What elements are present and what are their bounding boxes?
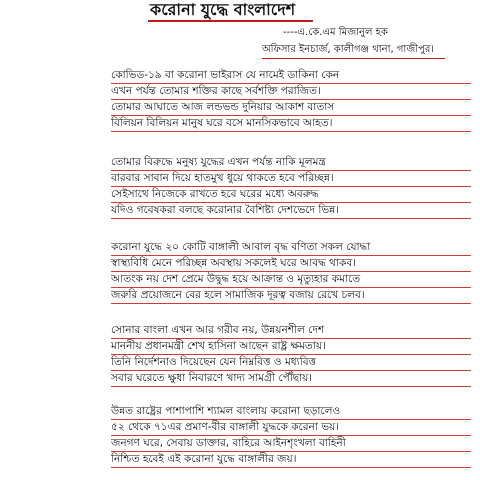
poem-line: স্বাস্থ্যবিধি মেনে পরিচ্ছন্ন অবস্থায় সকলেই ঘরে আবদ্ধ থাকব। bbox=[111, 256, 471, 272]
title-underline bbox=[148, 20, 313, 22]
stanza-3 bbox=[111, 240, 471, 304]
stanza-4 bbox=[111, 323, 471, 387]
poem-line: কোভিড-১৯ বা করোনা ভাইরাস যে নামেই ডাকিনা কেন bbox=[111, 68, 471, 84]
poem-line: মাননীয় প্রধানমন্ত্রী শেখ হাসিনা আছেন রাষ্ট্র ক্ষমতায়। bbox=[111, 339, 471, 355]
poem-line: সবার ঘরেতে ক্ষুধা নিবারণে খাদ্য সামগ্রী পৌঁছায়। bbox=[111, 371, 471, 387]
poem-line: বারবার সাবান দিয়ে হাতমুখ ধুয়ে থাকতে হবে পরিচ্ছন্ন। bbox=[111, 171, 471, 187]
poem-line: করোনা যুদ্ধে ২০ কোটি বাঙ্গালী আবাল বৃদ্ধ বণিতা সকল যোদ্ধা bbox=[111, 240, 471, 256]
designation-underline bbox=[262, 58, 445, 59]
stanza-2 bbox=[111, 155, 471, 219]
author-designation: অফিসার ইনচার্জ, কালীগঞ্জ থানা, গাজীপুর। bbox=[262, 44, 434, 55]
poem-line: যদিও গবেষকরা বলছে করোনার বৈশিষ্ট্য দেশভেদে ভিন্ন। bbox=[111, 203, 471, 219]
stanza-1 bbox=[111, 68, 471, 132]
poem-line: উন্নত রাষ্ট্রের পাশাপাশি শ্যামল বাংলায় করোনা ছড়ালেও bbox=[111, 404, 471, 420]
stanza-5 bbox=[111, 404, 471, 468]
poem-line: জরুরি প্রয়োজনে বের হলে সামাজিক দূরত্ব বজায় রেখে চলব। bbox=[111, 288, 471, 304]
document-title: করোনা যুদ্ধে বাংলাদেশ bbox=[150, 0, 296, 19]
poem-line: বিলিয়ন বিলিয়ন মানুষ ঘরে বসে মানসিকভাবে আহত। bbox=[111, 116, 471, 132]
poem-line: জনগণ ঘরে, সেবায় ডাক্তার, বাহিরে আইনশৃংখলা বাহিনী bbox=[111, 436, 471, 452]
poem-line: আতংক নয় দেশ প্রেমে উদ্বুদ্ধ হয়ে আক্রান্ত ও মৃত্যুহার কমাতে bbox=[111, 272, 471, 288]
author-line: ----এ.কে.এম মিজানুল হক bbox=[283, 27, 388, 38]
poem-line: এখন পর্যন্ত তোমার শক্তির কাছে সর্বশক্তি পরাজিত। bbox=[111, 84, 471, 100]
poem-line: তিনি নির্দেশনাও দিয়েছেন যেন নিম্নবিত্ত ও মধ্যবিত্ত bbox=[111, 355, 471, 371]
poem-line: তোমার বিরুদ্ধে মনুষ্য যুদ্ধের এখন পর্যন্ত নাকি মূলমন্ত্র bbox=[111, 155, 471, 171]
poem-line: সেইসাথে নিজেকে রাখতে হবে ঘরের মধ্যে অবরুদ্ধ bbox=[111, 187, 471, 203]
poem-line: তোমার আঘাতে আজ লন্ডভন্ড দুনিয়ার আকাশ বাতাস bbox=[111, 100, 471, 116]
poem-line: নিশ্চিত হবেই এই করোনা যুদ্ধে বাঙ্গালীর জয়। bbox=[111, 452, 471, 468]
poem-line: সোনার বাংলা এখন আর গরীব নয়, উন্নয়নশীল দেশ bbox=[111, 323, 471, 339]
poem-line: ৫২ থেকে ৭১এর প্রমাণ-বীর বাঙ্গালী যুদ্ধকে করেনা ভয়। bbox=[111, 420, 471, 436]
